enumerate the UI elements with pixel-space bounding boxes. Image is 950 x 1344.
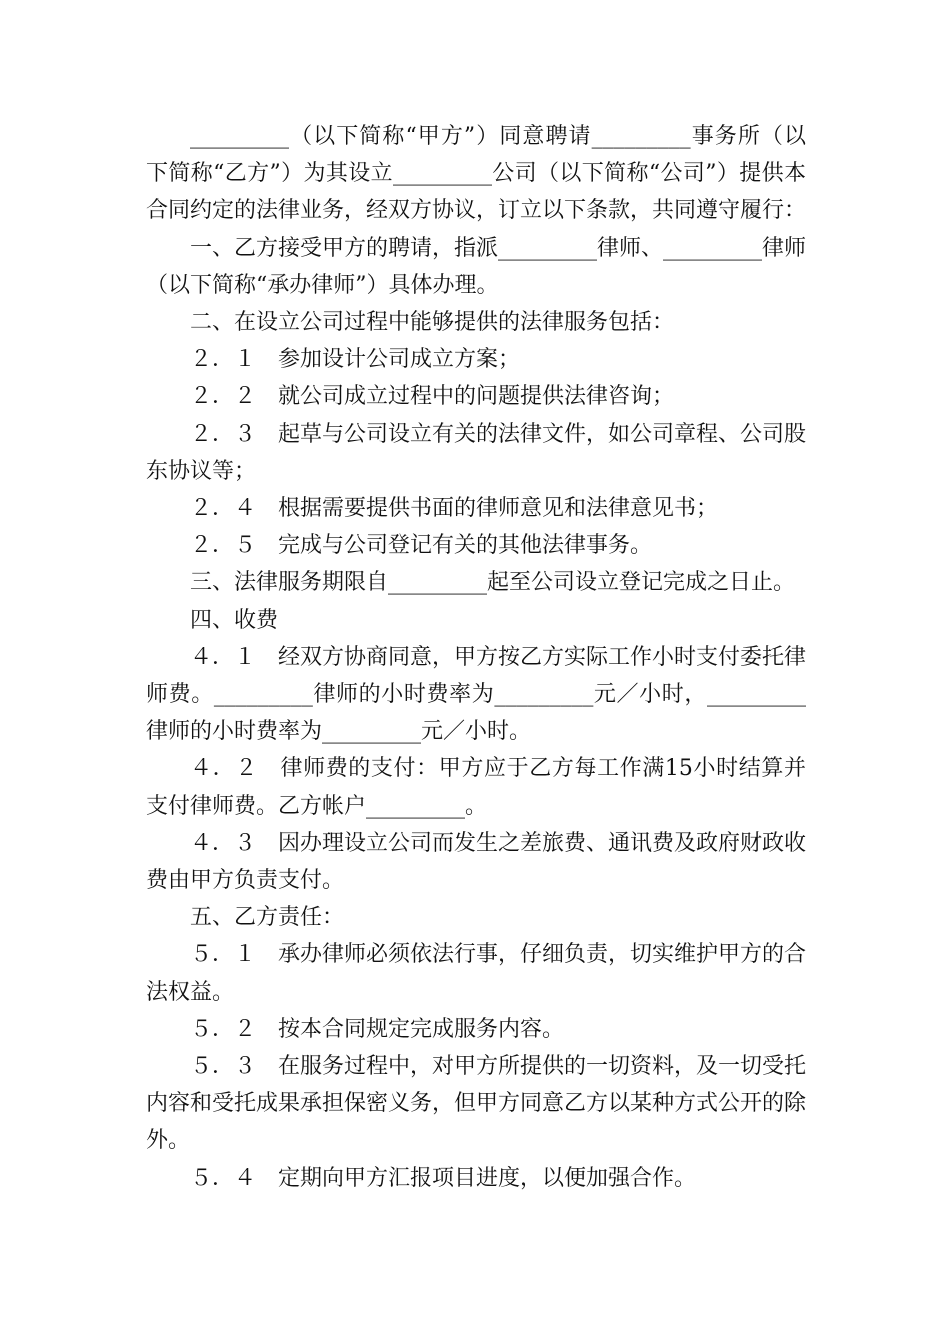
clause-2-5: ２．５ 完成与公司登记有关的其他法律事务。 <box>190 533 653 559</box>
clause-5-4: ５．４ 定期向甲方汇报项目进度，以便加强合作。 <box>190 1165 697 1191</box>
clause-2-heading: 二、在设立公司过程中能够提供的法律服务包括： <box>190 310 675 336</box>
clause-2-4: ２．４ 根据需要提供书面的律师意见和法律意见书； <box>190 496 719 522</box>
preamble-paragraph: _________（以下简称“甲方”）同意聘请_________事务所（以下简称“乙方”）为其设立_________公司（以下简称“公司”）提供本合同约定的法律业务，经双方协议，订立以下条款，共同遵守履行： <box>146 124 807 224</box>
clause-2-2: ２．２ 就公司成立过程中的问题提供法律咨询； <box>190 384 675 410</box>
clause-2-1: ２．１ 参加设计公司成立方案； <box>190 347 521 373</box>
clause-5-3: ５．３ 在服务过程中，对甲方所提供的一切资料，及一切受托内容和受托成果承担保密义务，但甲方同意乙方以某种方式公开的除外。 <box>146 1054 807 1154</box>
clause-4-1: ４．１ 经双方协商同意，甲方按乙方实际工作小时支付委托律师费。_________律师的小时费率为_________元／小时，_________律师的小时费率为_________元／小时。 <box>146 644 807 745</box>
clause-5-heading: 五、乙方责任： <box>190 905 345 931</box>
clause-4-3: ４．３ 因办理设立公司而发生之差旅费、通讯费及政府财政收费由甲方负责支付。 <box>146 830 807 894</box>
contract-body <box>146 118 806 1197</box>
clause-4-2: ４．２ 律师费的支付：甲方应于乙方每工作满15小时结算并支付律师费。乙方帐户_________。 <box>146 756 806 819</box>
clause-2-3: ２．３ 起草与公司设立有关的法律文件，如公司章程、公司股东协议等； <box>146 421 807 484</box>
clause-1-lawyers: 一、乙方接受甲方的聘请，指派_________律师、_________律师（以下简称“承办律师”）具体办理。 <box>146 235 807 298</box>
clause-4-heading: 四、收费 <box>190 607 279 633</box>
clause-5-2: ５．２ 按本合同规定完成服务内容。 <box>190 1016 565 1042</box>
clause-3-term: 三、法律服务期限自_________起至公司设立登记完成之日止。 <box>190 570 796 596</box>
clause-5-1: ５．１ 承办律师必须依法行事，仔细负责，切实维护甲方的合法权益。 <box>146 942 807 1005</box>
